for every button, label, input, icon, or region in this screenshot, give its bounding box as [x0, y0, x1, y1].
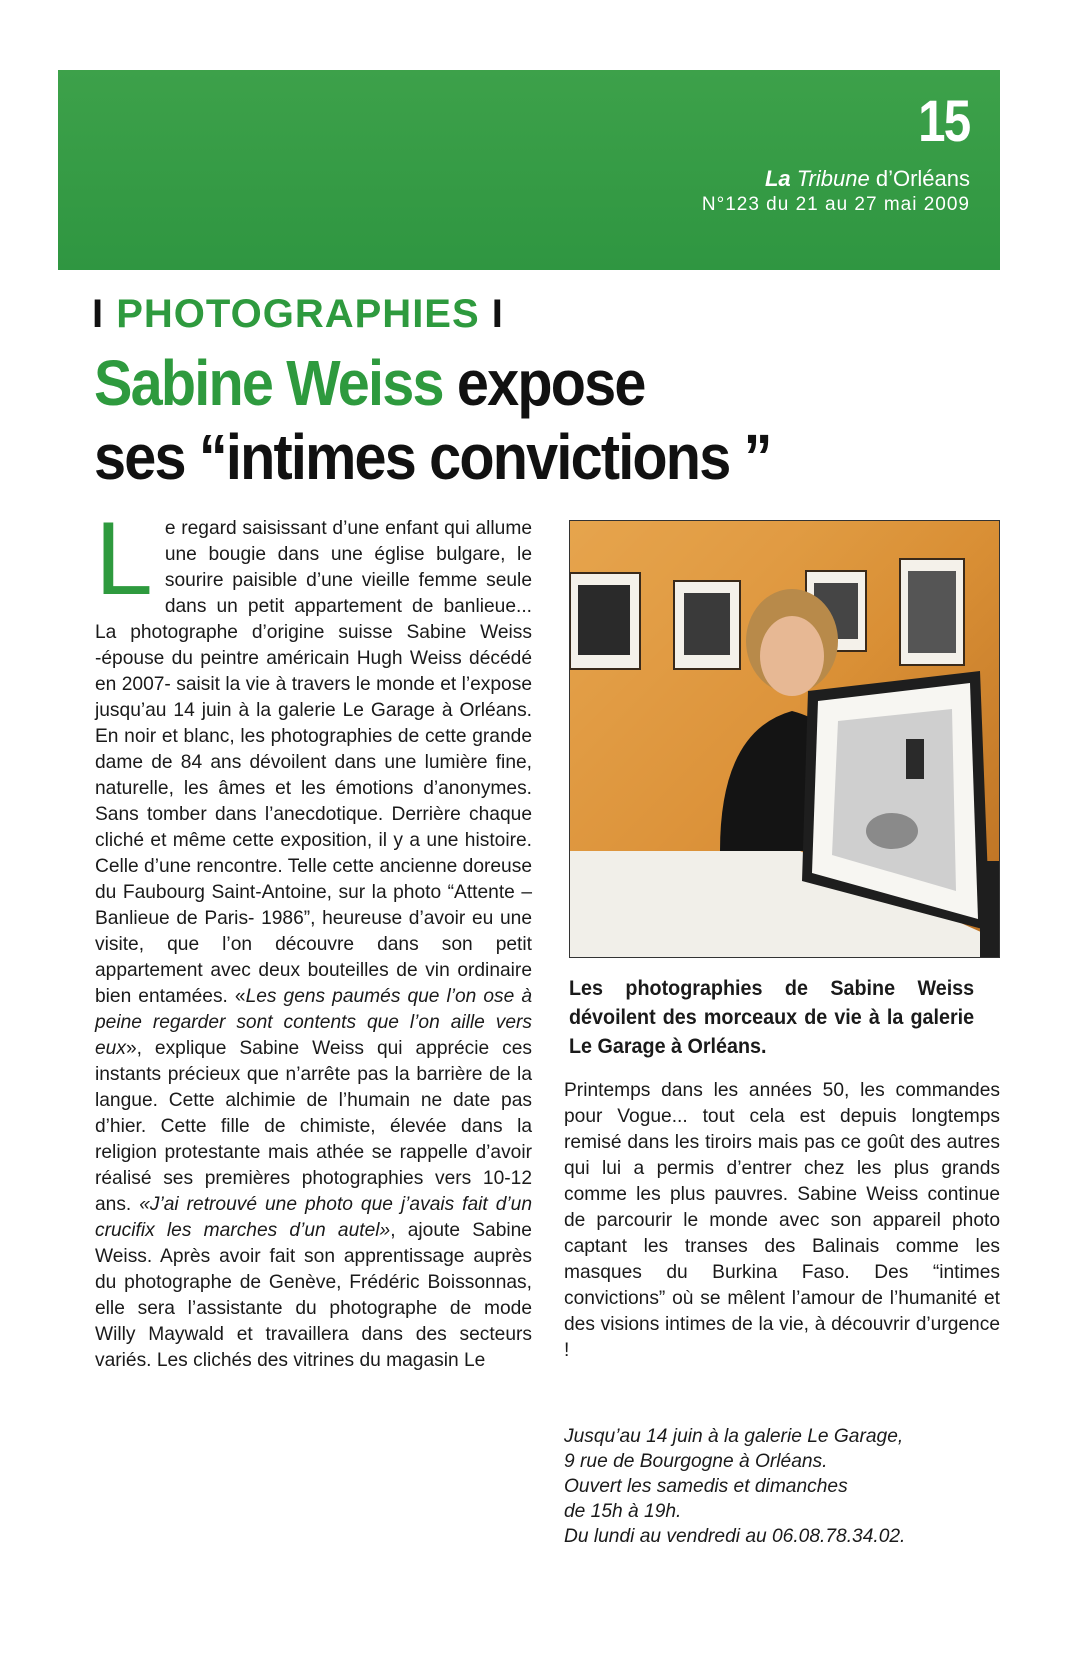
- wall-frame: [570, 573, 640, 669]
- headline-name: Sabine Weiss: [94, 347, 443, 419]
- body-quote: «J’ai retrouvé une photo que j’avais fait d’un crucifix les marches d’un autel»: [95, 1194, 532, 1241]
- pub-place: d’Orléans: [875, 166, 970, 191]
- wall-frame: [900, 559, 964, 665]
- wall-frame: [674, 581, 740, 669]
- section-kicker: I PHOTOGRAPHIES I: [92, 292, 504, 336]
- page-number: 15: [918, 89, 970, 154]
- pub-la: La: [764, 166, 791, 191]
- photo-illustration: [570, 521, 1000, 958]
- article-body-right: Printemps dans les années 50, les commandes pour Vogue... tout cela est depuis longtemps remisé dans les tiroirs mais pas ce goût des autres qui lui a permis d’entrer chez les plus grands comme les plus pauvres. Sabine Weiss continue de parcourir le monde avec son appareil photo captant les transes des Balinais comme les masques du Burkina Faso. Des “intimes convictions” où se mêlent l’amour de l’humanité et des visions intimes de la vie, à découvrir d’urgence !: [564, 1080, 1000, 1361]
- drop-cap: L: [95, 501, 153, 617]
- pub-tribune: Tribune: [796, 166, 870, 191]
- body-text: e regard saisissant d’une enfant qui allume une bougie dans une église bulgare, le sourire paisible d’une vieille femme seule dans un petit appartement de banlieue... La photographe d’origine suisse Sabine Weiss -épouse du peintre américain Hugh Weiss décédé en 2007- saisit la vie à travers le monde et l’expose jusqu’au 14 juin à la galerie Le Garage à Orléans. En noir et blanc, les photographies de cette grande dame de 84 ans dévoilent dans une lumière fine, naturelle, les âmes et les émotions d’anonymes. Sans tomber dans l’anecdotique. Derrière chaque cliché et même cette exposition, il y a une histoire. Celle d’une rencontre. Telle cette ancienne doreuse du Faubourg Saint-Antoine, sur la photo “Attente –Banlieue de Paris- 1986”, heureuse d’avoir eu une visite, que l’on découvre dans son petit appartement avec deux bouteilles de vin ordinaire bien entamées. «: [95, 518, 532, 1007]
- header-banner: [58, 70, 1000, 270]
- info-line: de 15h à 19h.: [564, 1501, 682, 1522]
- article-photo: [569, 520, 1000, 958]
- photo-caption: Les photographies de Sabine Weiss dévoilent des morceaux de vie à la galerie Le Garage à Orléans.: [569, 977, 975, 1058]
- body-text: , ajoute Sabine Weiss. Après avoir fait son apprentissage auprès du photographe de Genève, Frédéric Boissonnas, elle sera l’assistante du photographe de mode Willy Maywald et travaillera dans des secteurs variés. Les clichés des vitrines du magasin Le: [95, 1220, 532, 1371]
- info-line: Du lundi au vendredi au 06.08.78.34.02.: [564, 1526, 906, 1547]
- exhibition-info: [564, 1424, 1000, 1549]
- article-body-left: [95, 501, 532, 1374]
- info-line: 9 rue de Bourgogne à Orléans.: [564, 1451, 828, 1472]
- headline: [94, 346, 904, 494]
- info-line: Jusqu’au 14 juin à la galerie Le Garage,: [564, 1426, 904, 1447]
- info-line: Ouvert les samedis et dimanches: [564, 1476, 848, 1497]
- body-quote: Les gens paumés que l’on ose à peine regarder sont contents que l’on aille vers eux: [95, 986, 532, 1059]
- issue-info: N°123 du 21 au 27 mai 2009: [701, 194, 970, 215]
- headline-rest: expose: [456, 347, 645, 419]
- headline-line2: ses “intimes convictions ”: [94, 421, 771, 493]
- publication-name: [702, 166, 970, 218]
- body-text: », explique Sabine Weiss qui apprécie ces instants précieux que n’arrête pas la barrière de la langue. Cette alchimie de l’humain ne date pas d’hier. Cette fille de chimiste, élevée dans la religion protestante mais athée se rappelle d’avoir réalisé ses premières photographies vers 10-12 ans.: [95, 1038, 532, 1215]
- kicker-text: PHOTOGRAPHIES: [116, 292, 480, 336]
